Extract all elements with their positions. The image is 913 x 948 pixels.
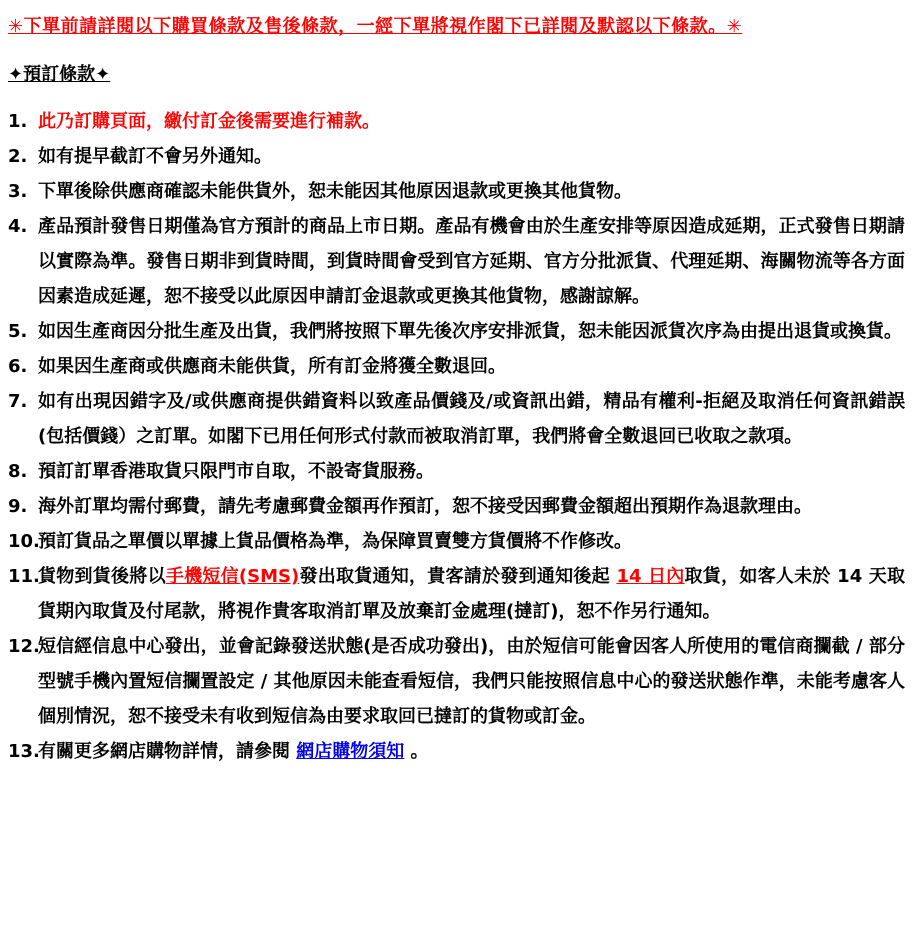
term-text-segment: 取貨，如客人未於 14 天取貨期內取貨及付尾款，將視作貴客取消訂單及放棄訂金處理(撻訂)，恕不作另行通知。 (38, 566, 906, 622)
term-number: 2. (8, 146, 28, 167)
term-item-1 (8, 104, 905, 139)
term-number: 4. (8, 216, 28, 237)
term-number: 6. (8, 356, 28, 377)
term-text (38, 489, 905, 524)
red-term-text: 此乃訂購頁面，繳付訂金後需要進行補款。 (38, 111, 380, 132)
shop-notice-link[interactable]: 網店購物須知 (296, 741, 405, 762)
term-item-7 (8, 384, 905, 454)
term-item-5 (8, 314, 905, 349)
term-text (38, 314, 905, 349)
term-text (38, 349, 905, 384)
highlighted-term-text: 14 日內 (616, 566, 685, 587)
term-number: 9. (8, 496, 28, 517)
term-text-segment: 如有提早截訂不會另外通知。 (38, 146, 272, 167)
term-text-segment: 下單後除供應商確認未能供貨外，恕未能因其他原因退款或更換其他貨物。 (38, 181, 632, 202)
term-text-segment: 發出取貨通知，貴客請於發到通知後起 (299, 566, 617, 587)
term-item-11 (8, 559, 905, 629)
term-text-segment: 。 (404, 741, 429, 762)
term-number: 1. (8, 111, 28, 132)
term-text-segment: 有關更多網店購物詳情，請參閱 (38, 741, 297, 762)
term-item-13 (8, 734, 905, 769)
term-number: 5. (8, 321, 28, 342)
term-text-segment: 產品預計發售日期僅為官方預計的商品上市日期。產品有機會由於生產安排等原因造成延期，正式發售日期請以實際為準。發售日期非到貨時間，到貨時間會受到官方延期、官方分批派貨、代理延期、海關物流等各方面因素造成延遲，恕不接受以此原因申請訂金退款或更換其他貨物，感謝諒解。 (38, 216, 905, 307)
term-item-4 (8, 209, 905, 314)
term-item-10 (8, 524, 905, 559)
term-text (38, 209, 905, 314)
term-item-6 (8, 349, 905, 384)
term-number: 8. (8, 461, 28, 482)
term-text-segment: 短信經信息中心發出，並會記錄發送狀態(是否成功發出)，由於短信可能會因客人所使用的電信商攔截 / 部分型號手機內置短信攔置設定 / 其他原因未能查看短信，我們只能按照信息中心的發送狀態作準，未能考慮客人個別情況，恕不接受未有收到短信為由要求取回已撻訂的貨物或訂金。 (38, 636, 905, 727)
term-text (38, 174, 905, 209)
term-number: 11. (8, 566, 40, 587)
term-item-3 (8, 174, 905, 209)
term-text-segment: 如果因生產商或供應商未能供貨，所有訂金將獲全數退回。 (38, 356, 506, 377)
term-text-segment: 預訂貨品之單價以單據上貨品價格為準，為保障買賣雙方貨價將不作修改。 (38, 531, 632, 552)
term-text (38, 384, 905, 454)
term-number: 3. (8, 181, 28, 202)
term-number: 12. (8, 636, 40, 657)
term-text (38, 734, 905, 769)
term-item-2 (8, 139, 905, 174)
term-text-segment: 預訂訂單香港取貨只限門市自取，不設寄貨服務。 (38, 461, 434, 482)
term-text (38, 629, 905, 734)
terms-list (8, 104, 905, 769)
term-item-9 (8, 489, 905, 524)
highlighted-term-text: 手機短信(SMS) (165, 566, 300, 587)
term-text-segment: 貨物到貨後將以 (38, 566, 166, 587)
term-text-segment: 海外訂單均需付郵費，請先考慮郵費金額再作預訂，恕不接受因郵費金額超出預期作為退款理由。 (38, 496, 812, 517)
term-number: 10. (8, 531, 40, 552)
term-text (38, 524, 905, 559)
section-title-preorder-terms: ✦預訂條款✦ (8, 64, 111, 85)
term-item-12 (8, 629, 905, 734)
term-number: 7. (8, 391, 28, 412)
term-text-segment: 如有出現因錯字及/或供應商提供錯資料以致產品價錢及/或資訊出錯，精品有權利-拒絕及取消任何資訊錯誤(包括價錢）之訂單。如閣下已用任何形式付款而被取消訂單，我們將會全數退回已收取之款項。 (38, 391, 905, 447)
purchase-notice-banner: ✳下單前請詳閱以下購買條款及售後條款，一經下單將視作閣下已詳閱及默認以下條款。✳ (8, 16, 743, 37)
term-item-8 (8, 454, 905, 489)
term-text (38, 139, 905, 174)
term-text (38, 454, 905, 489)
term-number: 13. (8, 741, 40, 762)
term-text (38, 104, 905, 139)
term-text (38, 559, 905, 629)
term-text-segment: 如因生產商因分批生產及出貨，我們將按照下單先後次序安排派貨，恕未能因派貨次序為由提出退貨或換貨。 (38, 321, 902, 342)
